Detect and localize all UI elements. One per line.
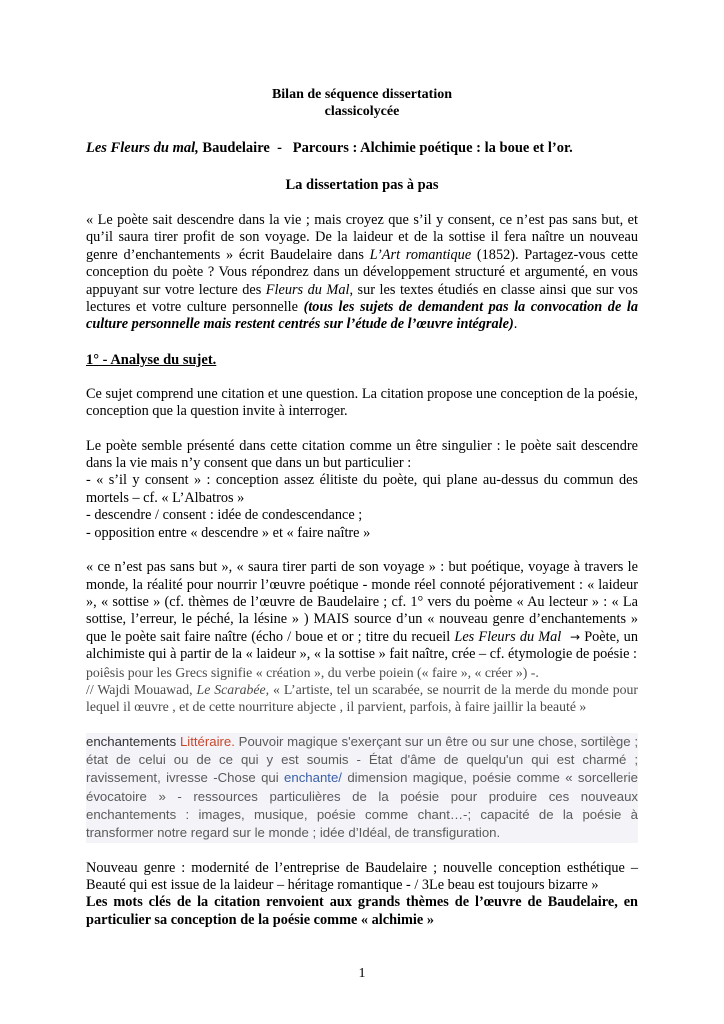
definition-text-1: Pouvoir magique s'exerçant sur un être ou sur une chose, sortilège ; état de celui ou de ce qui y est soumis - État d'âme de quelqu'un qui est charmé ; ravissement, ivresse -Chose qui <box>86 733 639 786</box>
analysis-bullet-2: - descendre / consent : idée de condescendance ; <box>86 507 363 524</box>
analysis-intro: Ce sujet comprend une citation et une question. La citation propose une conception de la poésie, conception que la question invite à interroger. <box>86 385 638 420</box>
subject-separator: - <box>269 140 293 156</box>
para3-text-2: Poète, un alchimiste qui à partir de la « laideur », « la sottise » fait naître, crée – cf. étymologie de poésie : <box>86 628 638 663</box>
mouawad-book-title: Le Scarabée, <box>196 681 270 697</box>
prompt-paragraph <box>86 212 638 334</box>
right-arrow-icon: → <box>561 629 581 644</box>
conclusion-bold: Les mots clés de la citation renvoient aux grands thèmes de l’œuvre de Baudelaire, en particulier sa conception de la poésie comme « alchimie » <box>86 894 638 928</box>
author-name: Baudelaire <box>198 140 270 156</box>
definition-label: Littéraire. <box>179 733 235 749</box>
mouawad-quote <box>86 681 638 716</box>
analysis-paragraph-3 <box>86 559 638 663</box>
mouawad-text: « L’artiste, tel un scarabée, se nourrit de la merde du monde pour lequel il œuvre , et de cette nourriture abjecte , il parvient, parfois, à faire jaillir la beauté » <box>86 681 639 715</box>
prompt-book-title: L’Art romantique <box>369 246 472 263</box>
para3-book-title: Les Fleurs du Mal <box>454 628 562 645</box>
page-number: 1 <box>358 966 366 981</box>
analysis-bullet-1: - « s’il y consent » : conception assez élitiste du poète, qui plane au-dessus du commun des mortels – cf. « L’Albatros » <box>86 472 638 506</box>
title-line-2: classicolycée <box>324 104 400 119</box>
document-title <box>86 86 638 120</box>
conclusion-paragraph: Nouveau genre : modernité de l’entreprise de Baudelaire ; nouvelle conception esthétique – Beauté qui est issue de la laideur – héritage romantique - / 3Le beau est toujours bizarre » <box>86 859 638 893</box>
poiesis-line: poiêsis pour les Grecs signifie « création », du verbe poiein (« faire », « créer ») -. <box>86 664 539 680</box>
section-title: La dissertation pas à pas <box>285 177 439 193</box>
para3-text-1: « ce n’est pas sans but », « saura tirer parti de son voyage » : but poétique, voyage à travers le monde, la réalité pour nourrir l’œuvre poétique - monde réel connoté péjorativement : « laideur », « sottise » (cf. thèmes de l’œuvre de Baudelaire ; cf. 1° vers du poème « Au lecteur » : « La sottise, l’erreur, le péché, la lésine » ) MAIS source d’un « nouveau genre d’enchantements » que le poète sait faire naître (écho / boue et or ; titre du recueil <box>86 559 638 645</box>
analysis-bullet-3: - opposition entre « descendre » et « faire naître » <box>86 524 371 541</box>
subject-line <box>86 139 638 157</box>
definition-text-2: dimension magique, poésie comme « sorcellerie évocatoire » - ressources particulières de la poésie pour produire ces nouveaux enchantements : images, musique, poésie comme chant…-; capacité de la poésie à transformer notre regard sur le monde ; idée d’Idéal, de transfiguration. <box>86 770 638 841</box>
prompt-book-title-2: Fleurs du Mal <box>265 281 350 298</box>
prompt-note: (tous les sujets de demandent pas la convocation de la culture personnelle mais restent centrés sur l’étude de l’œuvre intégrale) <box>86 299 638 333</box>
parcours-label: Parcours : Alchimie poétique : la boue et l’or. <box>292 140 573 156</box>
prompt-text-2: (1852). Partagez-vous cette conception du poète ? Vous répondrez dans un développement structuré et argumenté, en vous appuyant sur votre lecture des <box>86 246 638 298</box>
definition-term: enchantements <box>86 733 180 749</box>
mouawad-prefix: // Wajdi Mouawad, <box>86 681 197 697</box>
prompt-text-1: « Le poète sait descendre dans la vie ; mais croyez que s’il y consent, ce n’est pas sans but, et qu’il saura tirer profit de son voyage. De la laideur et de la sottise il fera naître un nouveau genre d’enchantements » écrit Baudelaire dans <box>86 212 638 263</box>
analysis-paragraph-2: Le poète semble présenté dans cette citation comme un être singulier : le poète sait descendre dans la vie mais n’y consent que dans un but particulier : <box>86 437 638 472</box>
prompt-text-3: , sur les textes étudiés en classe ainsi que sur vos lectures et votre culture personnelle <box>86 281 638 316</box>
work-title: Les Fleurs du mal, <box>86 140 199 156</box>
analysis-heading: 1° - Analyse du sujet. <box>86 351 217 368</box>
definition-link[interactable]: enchante/ <box>284 770 342 786</box>
title-line-1: Bilan de séquence dissertation <box>271 87 453 102</box>
definition-box <box>86 733 638 843</box>
prompt-end: . <box>513 316 518 333</box>
